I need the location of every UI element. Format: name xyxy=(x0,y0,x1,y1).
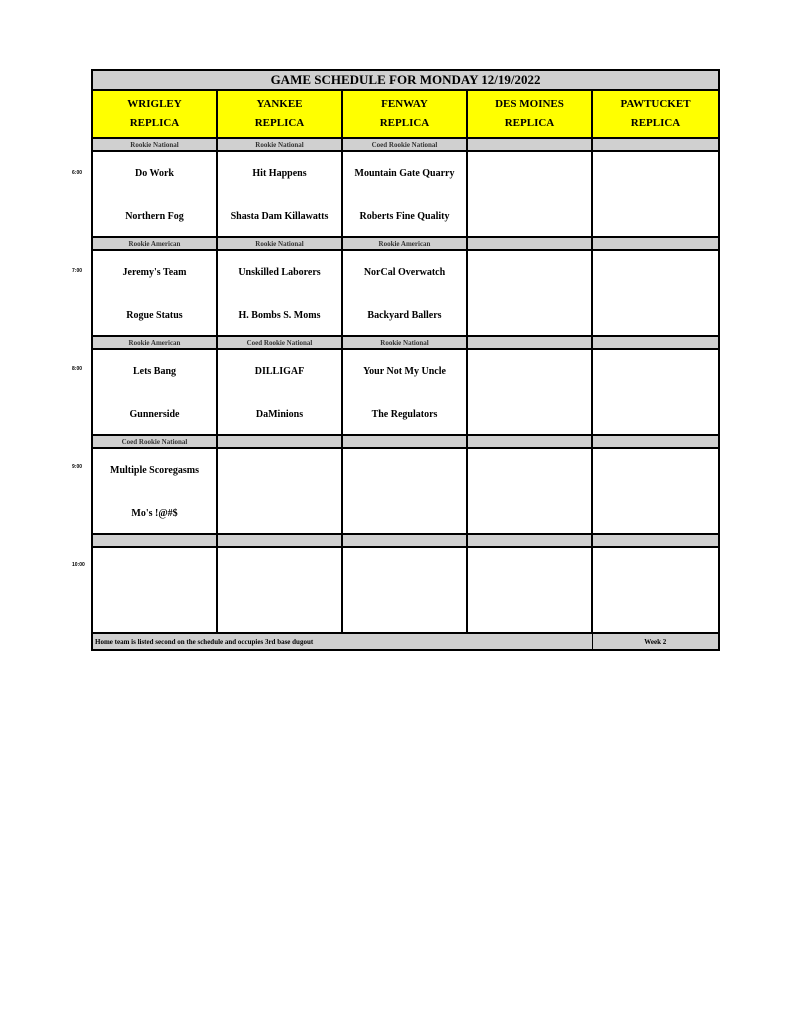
game-cell xyxy=(592,250,719,336)
field-header-des-moines xyxy=(467,90,592,138)
field-name: YANKEE xyxy=(256,98,303,110)
game-cell xyxy=(467,349,592,435)
game-cell xyxy=(342,151,467,237)
game-cell xyxy=(217,547,342,633)
field-name: FENWAY xyxy=(381,98,428,110)
division-label: Coed Rookie National xyxy=(217,336,342,349)
away-team: Hit Happens xyxy=(252,168,307,179)
division-label xyxy=(467,534,592,547)
game-cell xyxy=(217,151,342,237)
division-label xyxy=(592,336,719,349)
game-cell xyxy=(592,349,719,435)
game-cell xyxy=(342,349,467,435)
game-cell xyxy=(342,448,467,534)
time-label: 10:00 xyxy=(72,562,85,568)
game-row xyxy=(92,349,719,435)
game-row xyxy=(92,547,719,633)
division-label: Rookie National xyxy=(217,138,342,151)
field-sub: REPLICA xyxy=(630,117,681,129)
footer-week: Week 2 xyxy=(592,633,719,650)
game-cell xyxy=(92,349,217,435)
away-team: Jeremy's Team xyxy=(122,267,187,278)
footer-note: Home team is listed second on the schedule and occupies 3rd base dugout xyxy=(92,633,592,650)
game-cell xyxy=(342,250,467,336)
home-team: Rogue Status xyxy=(126,310,183,321)
division-label: Coed Rookie National xyxy=(342,138,467,151)
game-cell xyxy=(217,349,342,435)
game-cell xyxy=(592,448,719,534)
field-sub: REPLICA xyxy=(129,117,180,129)
field-header-pawtucket xyxy=(592,90,719,138)
home-team: H. Bombs S. Moms xyxy=(238,310,321,321)
game-cell xyxy=(467,151,592,237)
time-label: 8:00 xyxy=(72,366,83,372)
field-name: WRIGLEY xyxy=(127,98,182,110)
home-team: Backyard Ballers xyxy=(367,310,442,321)
schedule-title: GAME SCHEDULE FOR MONDAY 12/19/2022 xyxy=(92,70,719,90)
footer-row xyxy=(92,633,719,650)
field-header-yankee xyxy=(217,90,342,138)
division-label: Rookie National xyxy=(217,237,342,250)
home-team: Roberts Fine Quality xyxy=(359,211,450,222)
division-label xyxy=(217,534,342,547)
division-row xyxy=(92,237,719,250)
division-label xyxy=(592,534,719,547)
division-row xyxy=(92,435,719,448)
game-cell xyxy=(467,250,592,336)
game-row xyxy=(92,151,719,237)
game-cell xyxy=(592,151,719,237)
game-cell xyxy=(92,547,217,633)
division-label xyxy=(467,138,592,151)
home-team: Shasta Dam Killawatts xyxy=(230,211,329,222)
game-cell xyxy=(342,547,467,633)
game-row xyxy=(92,250,719,336)
field-header-wrigley xyxy=(92,90,217,138)
game-cell xyxy=(217,250,342,336)
game-cell xyxy=(92,448,217,534)
field-name: PAWTUCKET xyxy=(620,98,691,110)
home-team: The Regulators xyxy=(371,409,438,420)
division-label xyxy=(467,237,592,250)
division-label xyxy=(342,534,467,547)
field-sub: REPLICA xyxy=(504,117,555,129)
division-label xyxy=(592,138,719,151)
field-header-fenway xyxy=(342,90,467,138)
game-row xyxy=(92,448,719,534)
schedule-table xyxy=(91,69,720,651)
away-team: Mountain Gate Quarry xyxy=(354,168,455,179)
division-label: Rookie National xyxy=(92,138,217,151)
division-label xyxy=(467,435,592,448)
division-label: Rookie American xyxy=(92,336,217,349)
away-team: Lets Bang xyxy=(132,366,177,377)
home-team: Northern Fog xyxy=(125,211,184,222)
time-label: 6:00 xyxy=(72,170,83,176)
away-team: Multiple Scoregasms xyxy=(110,465,199,476)
home-team: Gunnerside xyxy=(129,409,180,420)
game-cell xyxy=(92,250,217,336)
game-cell xyxy=(467,547,592,633)
division-label: Rookie National xyxy=(342,336,467,349)
division-row xyxy=(92,336,719,349)
division-label xyxy=(592,435,719,448)
away-team: DILLIGAF xyxy=(254,366,305,377)
away-team: NorCal Overwatch xyxy=(363,267,446,278)
game-cell xyxy=(92,151,217,237)
game-cell xyxy=(217,448,342,534)
away-team: Unskilled Laborers xyxy=(238,267,321,278)
division-label xyxy=(217,435,342,448)
division-label xyxy=(342,435,467,448)
time-label: 9:00 xyxy=(72,464,83,470)
division-row xyxy=(92,534,719,547)
game-cell xyxy=(467,448,592,534)
home-team: Mo's !@#$ xyxy=(131,508,178,519)
away-team: Your Not My Uncle xyxy=(363,366,446,377)
field-sub: REPLICA xyxy=(379,117,430,129)
division-label: Rookie American xyxy=(92,237,217,250)
division-label xyxy=(467,336,592,349)
field-sub: REPLICA xyxy=(254,117,305,129)
division-label: Rookie American xyxy=(342,237,467,250)
division-label xyxy=(92,534,217,547)
home-team: DaMinions xyxy=(255,409,304,420)
away-team: Do Work xyxy=(135,168,174,179)
division-label: Coed Rookie National xyxy=(92,435,217,448)
time-label: 7:00 xyxy=(72,268,83,274)
game-cell xyxy=(592,547,719,633)
field-name: DES MOINES xyxy=(495,98,564,110)
division-label xyxy=(592,237,719,250)
division-row xyxy=(92,138,719,151)
